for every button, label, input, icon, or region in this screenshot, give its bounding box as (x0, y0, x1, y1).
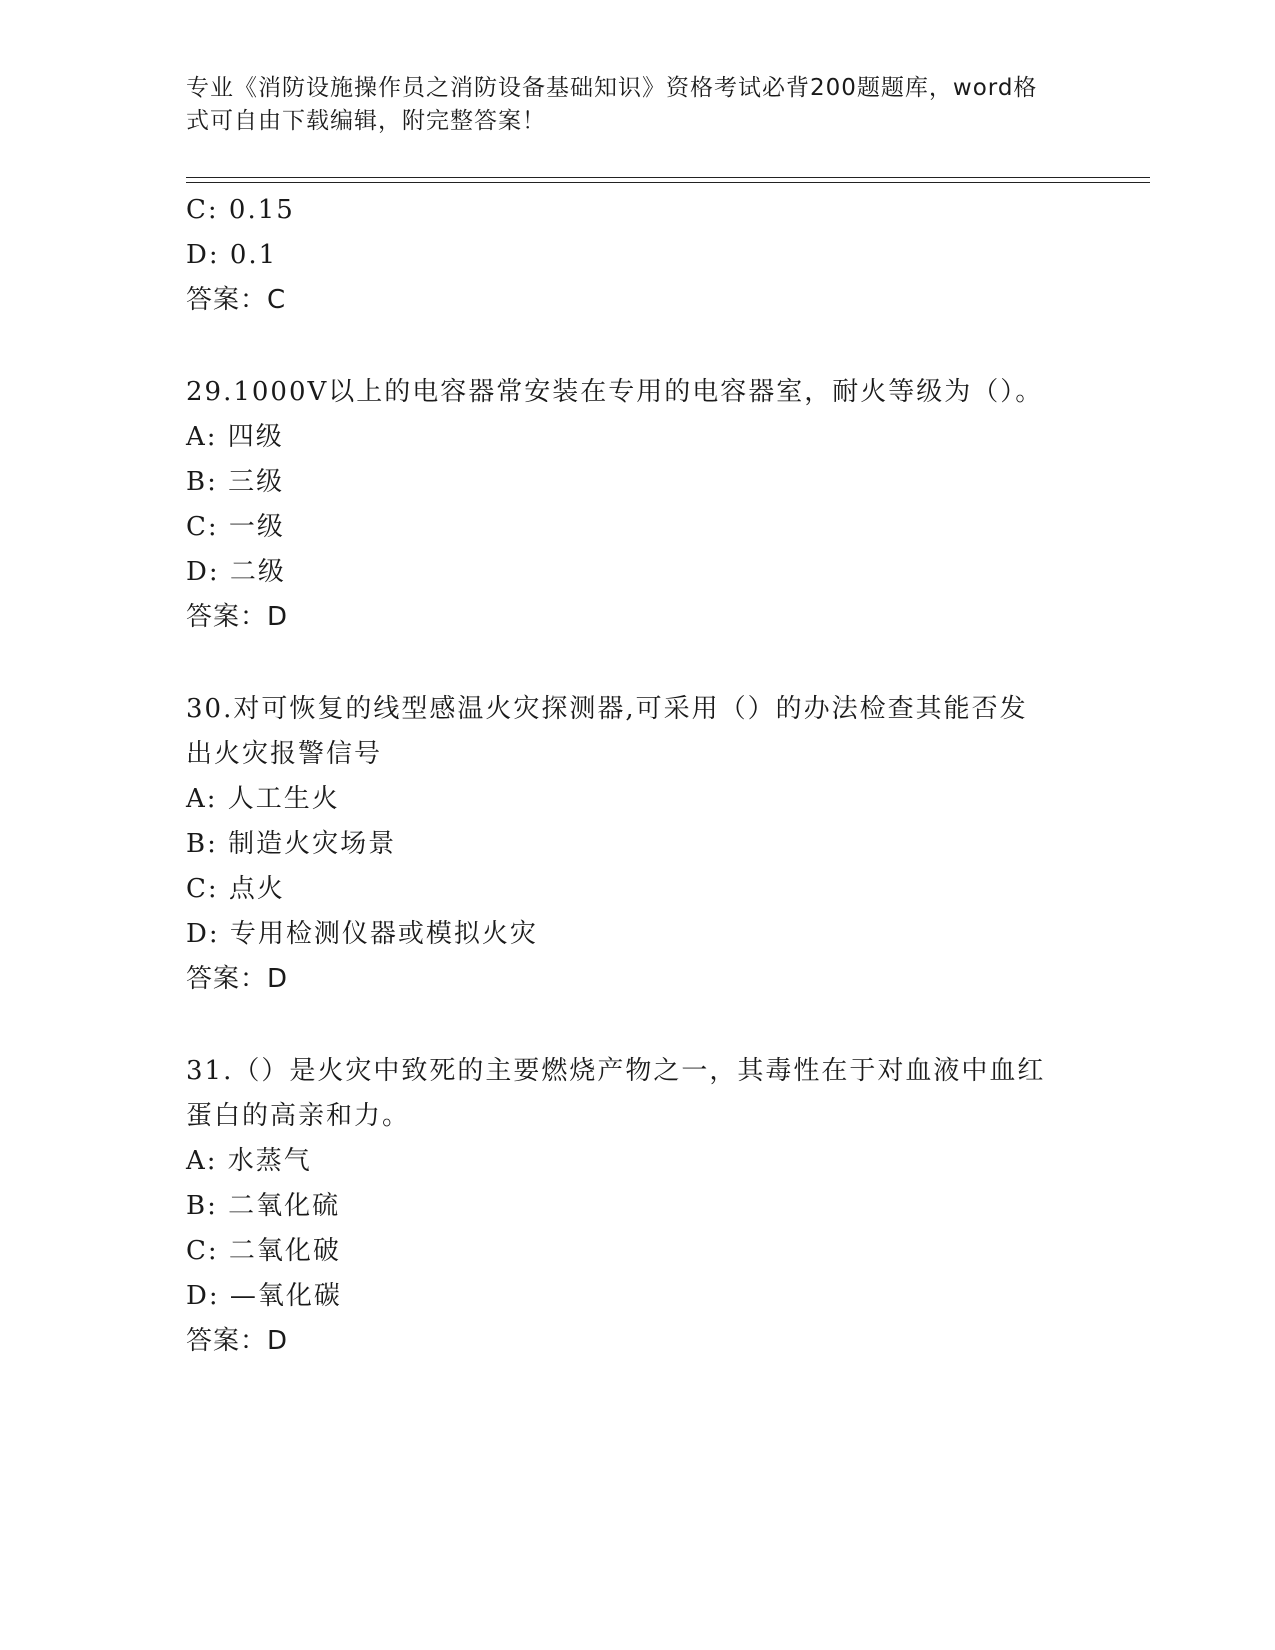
option-c: C: 点火 (186, 874, 285, 904)
question-title: 29.1000V以上的电容器常安装在专用的电容器室，耐火等级为（）。 (186, 377, 1044, 407)
option-c: C: 一级 (186, 512, 285, 542)
question-title-line-2: 出火灾报警信号 (186, 739, 383, 769)
question-title-line-1: 31.（）是火灾中致死的主要燃烧产物之一，其毒性在于对血液中血红 (186, 1056, 1046, 1086)
option-d: D: 0.1 (186, 240, 278, 270)
header-line-2: 式可自由下载编辑，附完整答案！ (186, 108, 546, 134)
question-title-line-2: 蛋白的高亲和力。 (186, 1101, 411, 1131)
option-b: B: 二氧化硫 (186, 1191, 341, 1221)
option-a: A: 人工生火 (186, 784, 340, 814)
question-28-tail (186, 188, 1086, 323)
header-line-1: 专业《消防设施操作员之消防设备基础知识》资格考试必背200题题库，word格 (186, 75, 1038, 101)
option-d: D: —氧化碳 (186, 1281, 342, 1311)
option-b: B: 制造火灾场景 (186, 829, 397, 859)
answer: 答案：D (186, 964, 289, 994)
answer: 答案：C (186, 285, 287, 315)
answer: 答案：D (186, 602, 289, 632)
option-d: D: 专用检测仪器或模拟火灾 (186, 919, 538, 949)
option-d: D: 二级 (186, 557, 286, 587)
header-divider-top (186, 177, 1150, 178)
answer: 答案：D (186, 1326, 289, 1356)
option-c: C: 二氧化破 (186, 1236, 341, 1266)
document-header (186, 72, 1066, 138)
spacer (186, 323, 1086, 370)
option-a: A: 四级 (186, 422, 284, 452)
spacer (186, 640, 1086, 687)
question-29 (186, 370, 1086, 640)
spacer (186, 1002, 1086, 1049)
header-divider-bottom (186, 182, 1150, 183)
option-a: A: 水蒸气 (186, 1146, 312, 1176)
option-c: C: 0.15 (186, 195, 295, 225)
option-b: B: 三级 (186, 467, 285, 497)
question-31 (186, 1049, 1086, 1364)
question-list (186, 188, 1086, 1364)
question-title-line-1: 30.对可恢复的线型感温火灾探测器,可采用（）的办法检查其能否发 (186, 694, 1028, 724)
question-30 (186, 687, 1086, 1002)
